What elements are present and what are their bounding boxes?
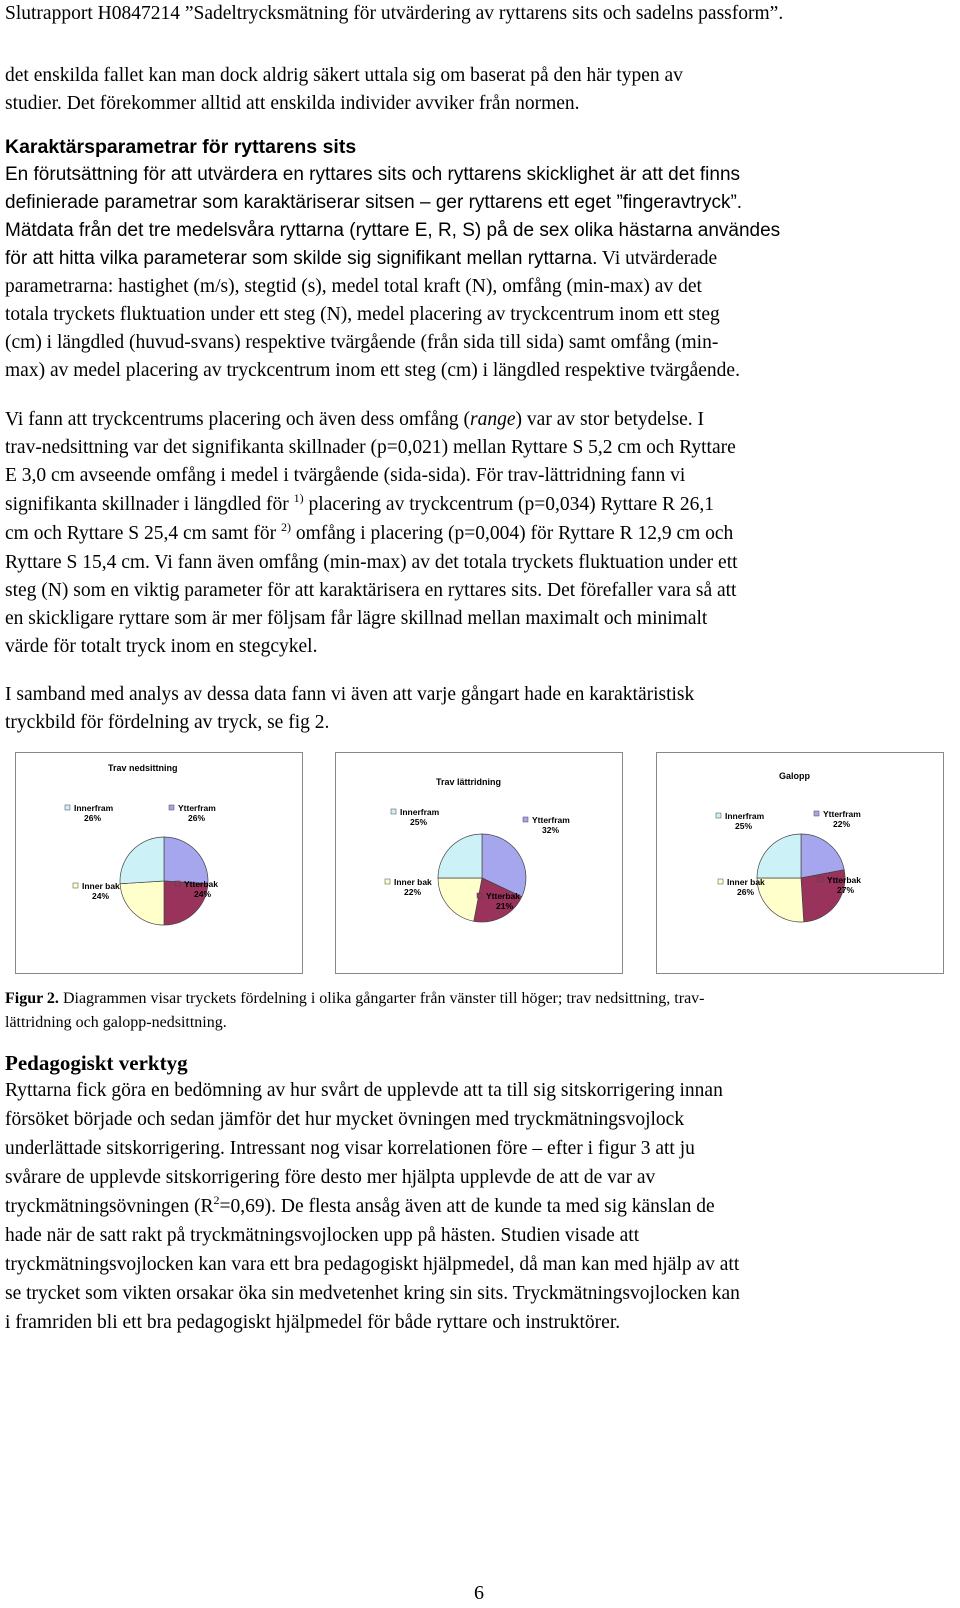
legend-swatch — [716, 813, 721, 818]
body-line — [5, 406, 704, 435]
pie-slice-inner-bak — [120, 881, 164, 925]
pie-slice-ytterfram — [164, 837, 208, 884]
slice-label: Innerfram — [400, 807, 440, 817]
slice-value-label: 24% — [194, 889, 212, 899]
body-line: Ryttarna fick göra en bedömning av hur svårt de upplevde att ta till sig sitskorrigering innan — [5, 1080, 723, 1101]
pie-chart-trav-nedsittning — [15, 752, 303, 974]
body-text: omfång i placering (p=0,004) för Ryttare R 12,9 cm och — [290, 523, 734, 544]
caption-text: Diagrammen visar tryckets fördelning i olika gångarter från vänster till höger; trav nedsittning, trav- — [58, 990, 705, 1007]
chart-title: Galopp — [779, 771, 810, 781]
body-text: ) var av stor betydelse. I — [515, 409, 704, 430]
body-line: i framriden bli ett bra pedagogiskt hjälpmedel för både ryttare och instruktörer. — [5, 1312, 621, 1333]
body-line: en skickligare ryttare som är mer följsam får lägre skillnad mellan maximalt och minimalt — [5, 608, 708, 629]
section-heading: Karaktärsparametrar för ryttarens sits — [5, 136, 357, 158]
slice-label: Ytterfram — [532, 815, 570, 825]
slice-label: Innerfram — [725, 811, 765, 821]
footnote-marker: 2) — [280, 520, 291, 534]
slice-label: Inner bak — [82, 881, 120, 891]
slice-label: Ytterbak — [827, 875, 862, 885]
legend-swatch — [73, 883, 78, 888]
pie-chart-trav-lattridning — [335, 752, 623, 974]
body-text: Vi fann att tryckcentrums placering och även dess omfång ( — [5, 409, 471, 430]
chart-title: Trav nedsittning — [108, 763, 178, 773]
slice-value-label: 26% — [188, 813, 206, 823]
page-header: Slutrapport H0847214 ”Sadeltrycksmätning för utvärdering av ryttarens sits och sadelns passform”. — [5, 3, 784, 24]
body-line: värde för totalt tryck inom en stegcykel. — [5, 636, 318, 657]
body-line: svårare de upplevde sitskorrigering före desto mer hjälpta upplevde de att de var av — [5, 1167, 656, 1188]
slice-label: Ytterfram — [178, 803, 216, 813]
slice-value-label: 25% — [735, 821, 753, 831]
legend-swatch — [385, 879, 390, 884]
body-line: totala tryckets fluktuation under ett steg (N), medel placering av tryckcentrum inom ett steg — [5, 304, 720, 325]
body-line: E 3,0 cm avseende omfång i medel i tvärgående (sida-sida). För trav-lättridning fann vi — [5, 465, 686, 486]
slice-value-label: 22% — [404, 887, 422, 897]
legend-swatch — [65, 805, 70, 810]
body-line: steg (N) som en viktig parameter för att karaktärisera en ryttares sits. Det förefaller vara så att — [5, 580, 737, 601]
body-line: (cm) i längdled (huvud-svans) respektive tvärgående (från sida till sida) samt omfång (min- — [5, 332, 719, 353]
figure-label: Figur 2. — [5, 990, 59, 1007]
body-text: Vi utvärderade — [597, 248, 718, 269]
slice-value-label: 26% — [84, 813, 102, 823]
slice-label: Ytterbak — [184, 879, 219, 889]
legend-swatch — [169, 805, 174, 810]
body-text: =0,69). De flesta ansåg även att de kunde ta med sig känslan de — [219, 1196, 715, 1217]
body-line: försöket började och sedan jämför det hur mycket övningen med tryckmätningsvojlock — [5, 1109, 685, 1130]
pie-slice-innerfram — [438, 834, 482, 878]
slice-label: Innerfram — [74, 803, 114, 813]
footnote-marker: 1) — [293, 491, 304, 505]
slice-label: Ytterfram — [823, 809, 861, 819]
chart-title: Trav lättridning — [436, 777, 502, 787]
body-line: Ryttare S 15,4 cm. Vi fann även omfång (min-max) av det totala tryckets fluktuation under ett — [5, 552, 738, 573]
body-text: tryckmätningsövningen (R — [5, 1196, 214, 1217]
body-italic: range — [470, 409, 516, 430]
pie-chart-galopp — [656, 752, 944, 974]
body-line: hade när de satt rakt på tryckmätningsvojlocken upp på hästen. Studien visade att — [5, 1225, 640, 1246]
legend-swatch — [477, 893, 482, 898]
legend-swatch — [718, 879, 723, 884]
pie-slice-innerfram — [757, 834, 801, 878]
body-text: för att hitta vilka parameterar som skilde sig signifikant mellan ryttarna. — [5, 248, 598, 269]
body-text: cm och Ryttare S 25,4 cm samt för — [5, 523, 281, 544]
body-line: I samband med analys av dessa data fann vi även att varje gångart hade en karaktäristisk — [5, 684, 695, 705]
body-line: En förutsättning för att utvärdera en ryttares sits och ryttarens skicklighet är att det finns — [5, 164, 741, 185]
slice-value-label: 27% — [837, 885, 855, 895]
legend-swatch — [814, 811, 819, 816]
legend-swatch — [523, 817, 528, 822]
body-line: se trycket som vikten orsakar öka sin medvetenhet kring sin sits. Tryckmätningsvojlocken kan — [5, 1283, 740, 1304]
body-line: studier. Det förekommer alltid att enskilda individer avviker från normen. — [5, 93, 580, 114]
slice-value-label: 26% — [737, 887, 755, 897]
slice-label: Ytterbak — [486, 891, 521, 901]
body-line: Mätdata från det tre medelsvåra ryttarna (ryttare E, R, S) på de sex olika hästarna användes — [5, 220, 781, 241]
body-line: det enskilda fallet kan man dock aldrig säkert uttala sig om baserat på den här typen av — [5, 65, 683, 86]
body-line: trav-nedsittning var det signifikanta skillnader (p=0,021) mellan Ryttare S 5,2 cm och Ryttare — [5, 437, 736, 458]
slice-value-label: 25% — [410, 817, 428, 827]
body-line — [5, 491, 714, 520]
slice-label: Inner bak — [727, 877, 765, 887]
pie-slice-innerfram — [120, 837, 164, 884]
legend-swatch — [175, 881, 180, 886]
body-line: max) av medel placering av tryckcentrum inom ett steg (cm) i längdled respektive tvärgående. — [5, 360, 740, 381]
page-number: 6 — [474, 1582, 484, 1604]
body-line: tryckbild för fördelning av tryck, se fig 2. — [5, 712, 330, 733]
body-text: placering av tryckcentrum (p=0,034) Ryttare R 26,1 — [303, 494, 715, 515]
body-line: definierade parametrar som karaktäriserar sitsen – ger ryttarens ett eget ”fingeravtryck”. — [5, 192, 743, 213]
figure-caption — [5, 987, 705, 1011]
legend-swatch — [391, 809, 396, 814]
body-line: underlättade sitskorrigering. Intressant nog visar korrelationen före – efter i figur 3 att ju — [5, 1138, 695, 1159]
slice-value-label: 22% — [833, 819, 851, 829]
superscript: 2 — [213, 1193, 220, 1207]
section-heading: Pedagogiskt verktyg — [5, 1051, 188, 1075]
body-line — [5, 520, 733, 549]
slice-label: Inner bak — [394, 877, 432, 887]
legend-swatch — [818, 877, 823, 882]
body-line: parametrarna: hastighet (m/s), stegtid (s), medel total kraft (N), omfång (min-max) av det — [5, 276, 702, 297]
slice-value-label: 32% — [542, 825, 560, 835]
slice-value-label: 24% — [92, 891, 110, 901]
body-line: tryckmätningsvojlocken kan vara ett bra pedagogiskt hjälpmedel, då man kan med hjälp av att — [5, 1254, 740, 1275]
body-line — [5, 1193, 715, 1222]
body-text: signifikanta skillnader i längdled för — [5, 494, 294, 515]
body-line — [5, 245, 717, 274]
figure-caption: lättridning och galopp-nedsittning. — [5, 1014, 227, 1031]
slice-value-label: 21% — [496, 901, 514, 911]
